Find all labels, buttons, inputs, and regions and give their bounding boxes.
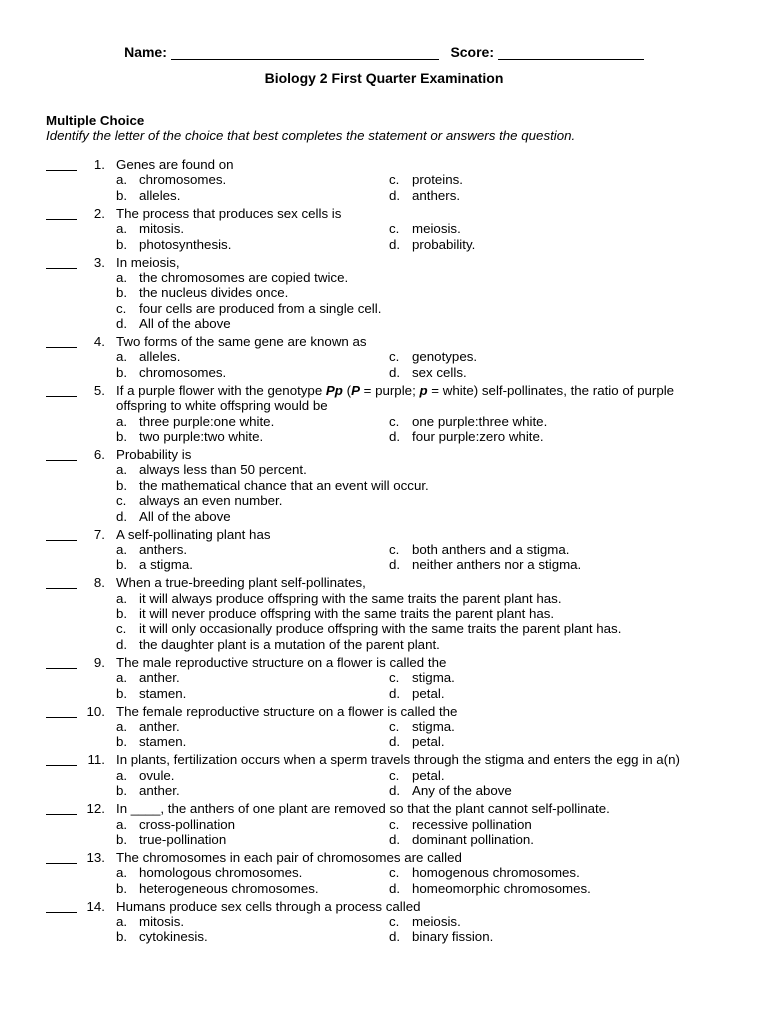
question-stem: Genes are found on <box>116 157 234 172</box>
choice-letter: d. <box>389 783 401 799</box>
choice-letter: a. <box>116 719 128 735</box>
choice-text: ovule. <box>139 767 175 783</box>
answer-blank[interactable] <box>46 899 77 913</box>
choice-letter: b. <box>116 831 128 847</box>
choice-letter: c. <box>116 300 127 316</box>
header <box>0 44 768 60</box>
choice-text: mitosis. <box>139 914 185 930</box>
question-number: 13. <box>86 849 105 865</box>
choice-row <box>46 478 746 493</box>
choice-letter: a. <box>116 462 128 478</box>
question-stem: In ____, the anthers of one plant are removed so that the plant cannot self-pollinate. <box>116 801 610 817</box>
choice-letter: d. <box>389 557 401 573</box>
question-number: 11. <box>87 752 105 768</box>
choice-text: stamen. <box>139 685 187 701</box>
choice-row <box>46 621 746 636</box>
choice-row <box>46 929 746 944</box>
choice-text: it will always produce offspring with the same traits the parent plant has. <box>139 590 562 606</box>
choice-letter: d. <box>389 929 401 945</box>
choice-text: alleles. <box>139 187 181 203</box>
choice-letter: d. <box>116 508 128 524</box>
choice-letter: c. <box>389 767 400 783</box>
choice-row <box>46 734 746 749</box>
choice-text: anther. <box>139 783 180 799</box>
choice-text: true-pollination <box>139 831 227 847</box>
choice-row <box>46 686 746 701</box>
choice-text: stigma. <box>412 719 455 735</box>
choice-row <box>46 172 746 187</box>
question-number: 6. <box>93 447 105 462</box>
choice-letter: b. <box>116 685 128 701</box>
question-stem-continuation <box>46 398 746 413</box>
choice-text: probability. <box>412 236 476 252</box>
choice-letter: c. <box>389 413 400 429</box>
choice-text: homologous chromosomes. <box>139 865 303 881</box>
question-stem-line <box>46 575 746 590</box>
answer-blank[interactable] <box>46 752 77 766</box>
choice-letter: a. <box>116 670 128 686</box>
question-stem-line <box>46 655 746 670</box>
question-stem-line <box>46 447 746 462</box>
exam-title: Biology 2 First Quarter Examination <box>264 70 504 86</box>
choice-letter: a. <box>116 816 128 832</box>
question-number: 7. <box>93 526 105 542</box>
choice-text: photosynthesis. <box>139 236 232 252</box>
question-item <box>46 157 746 206</box>
choice-text: heterogeneous chromosomes. <box>139 880 319 896</box>
choice-text: chromosomes. <box>139 364 227 380</box>
choice-letter: a. <box>116 541 128 557</box>
choice-text: dominant pollination. <box>412 831 534 847</box>
choice-text: All of the above <box>139 316 231 332</box>
question-item <box>46 527 746 576</box>
choice-row <box>46 316 746 331</box>
choice-letter: b. <box>116 929 128 945</box>
question-stem: The female reproductive structure on a flower is called the <box>116 703 458 719</box>
choice-row <box>46 509 746 524</box>
choice-row <box>46 606 746 621</box>
choice-text: it will only occasionally produce offspring with the same traits the parent plant has. <box>139 621 622 637</box>
choice-text: neither anthers nor a stigma. <box>412 557 582 573</box>
choice-text: three purple:one white. <box>139 413 275 429</box>
choice-letter: c. <box>389 221 400 237</box>
choice-letter: d. <box>389 685 401 701</box>
choice-letter: c. <box>389 541 400 557</box>
question-item <box>46 575 746 655</box>
choice-letter: a. <box>116 914 128 930</box>
question-item <box>46 752 746 801</box>
choice-letter: a. <box>116 221 128 237</box>
question-number: 4. <box>93 334 105 350</box>
answer-blank[interactable] <box>46 655 77 669</box>
choice-text: four purple:zero white. <box>412 429 544 445</box>
choice-text: petal. <box>412 685 445 701</box>
choice-text: stamen. <box>139 734 187 750</box>
choice-letter: b. <box>116 236 128 252</box>
choice-letter: d. <box>389 880 401 896</box>
question-stem: A self-pollinating plant has <box>116 526 271 542</box>
name-label: Name: <box>124 44 167 60</box>
question-list <box>46 157 746 947</box>
question-stem-line <box>46 752 746 767</box>
section-instructions: Identify the letter of the choice that best completes the statement or answers the question. <box>46 128 576 143</box>
choice-text: meiosis. <box>412 914 461 930</box>
question-item <box>46 704 746 753</box>
question-stem-line <box>46 255 746 270</box>
choice-row <box>46 429 746 444</box>
choice-letter: a. <box>116 590 128 606</box>
choice-row <box>46 365 746 380</box>
choice-text: cross-pollination <box>139 816 236 832</box>
choice-row <box>46 914 746 929</box>
choice-text: meiosis. <box>412 221 461 237</box>
choice-letter: c. <box>389 865 400 881</box>
choice-letter: a. <box>116 269 128 285</box>
choice-letter: c. <box>389 816 400 832</box>
question-item <box>46 334 746 383</box>
choice-letter: d. <box>116 316 128 332</box>
choice-row <box>46 783 746 798</box>
question-stem-line <box>46 704 746 719</box>
question-stem-line <box>46 334 746 349</box>
choice-letter: b. <box>116 606 128 622</box>
choice-row <box>46 768 746 783</box>
question-number: 3. <box>93 254 105 270</box>
answer-blank[interactable] <box>46 383 77 397</box>
question-item <box>46 447 746 527</box>
choice-text: binary fission. <box>412 929 494 945</box>
name-field[interactable] <box>171 45 439 60</box>
choice-letter: d. <box>116 636 128 652</box>
choice-row <box>46 188 746 203</box>
question-number: 1. <box>93 157 105 172</box>
choice-row <box>46 462 746 477</box>
answer-blank[interactable] <box>46 334 77 348</box>
choice-row <box>46 817 746 832</box>
choice-row <box>46 493 746 508</box>
question-stem-line <box>46 527 746 542</box>
question-stem-line <box>46 850 746 865</box>
question-stem-line <box>46 206 746 221</box>
choice-text: the daughter plant is a mutation of the parent plant. <box>139 636 440 652</box>
score-field[interactable] <box>498 45 644 60</box>
question-stem: Humans produce sex cells through a process called <box>116 898 421 914</box>
choice-letter: d. <box>389 187 401 203</box>
choice-text: the mathematical chance that an event will occur. <box>139 477 429 493</box>
choice-text: a stigma. <box>139 557 193 573</box>
choice-text: two purple:two white. <box>139 429 264 445</box>
choice-row <box>46 591 746 606</box>
choice-letter: d. <box>389 364 401 380</box>
question-stem: When a true-breeding plant self-pollinates, <box>116 575 366 591</box>
choice-letter: c. <box>116 621 127 637</box>
choice-letter: a. <box>116 413 128 429</box>
question-stem: In plants, fertilization occurs when a sperm travels through the stigma and enters the egg in a(n) <box>116 752 680 768</box>
choice-text: genotypes. <box>412 349 478 365</box>
choice-text: anther. <box>139 719 180 735</box>
choice-row <box>46 414 746 429</box>
question-item <box>46 383 746 447</box>
question-item <box>46 801 746 850</box>
choice-text: anther. <box>139 670 180 686</box>
question-stem: offspring to white offspring would be <box>116 398 328 414</box>
answer-blank[interactable] <box>46 255 77 269</box>
question-stem-line <box>46 899 746 914</box>
choice-letter: b. <box>116 880 128 896</box>
answer-blank[interactable] <box>46 850 77 864</box>
question-item <box>46 850 746 899</box>
choice-letter: c. <box>389 172 400 188</box>
choice-letter: c. <box>389 914 400 930</box>
answer-blank[interactable] <box>46 527 77 541</box>
choice-letter: a. <box>116 172 128 188</box>
choice-letter: b. <box>116 734 128 750</box>
question-stem-line <box>46 801 746 816</box>
choice-text: always less than 50 percent. <box>139 462 307 478</box>
choice-text: the chromosomes are copied twice. <box>139 269 349 285</box>
answer-blank[interactable] <box>46 447 77 461</box>
choice-row <box>46 270 746 285</box>
score-label: Score: <box>450 44 495 60</box>
question-stem: The chromosomes in each pair of chromosomes are called <box>116 849 462 865</box>
choice-text: mitosis. <box>139 221 185 237</box>
choice-row <box>46 349 746 364</box>
choice-text: anthers. <box>139 541 188 557</box>
choice-text: the nucleus divides once. <box>139 285 289 301</box>
choice-letter: b. <box>116 285 128 301</box>
question-number: 2. <box>93 205 105 221</box>
choice-text: recessive pollination <box>412 816 532 832</box>
question-number: 12. <box>86 801 105 817</box>
choice-text: chromosomes. <box>139 172 227 188</box>
choice-text: both anthers and a stigma. <box>412 541 570 557</box>
choice-row <box>46 670 746 685</box>
question-item <box>46 655 746 704</box>
choice-row <box>46 221 746 236</box>
choice-text: stigma. <box>412 670 455 686</box>
choice-letter: a. <box>116 767 128 783</box>
choice-letter: b. <box>116 557 128 573</box>
question-stem: Two forms of the same gene are known as <box>116 334 367 350</box>
choice-letter: c. <box>389 349 400 365</box>
choice-text: anthers. <box>412 187 461 203</box>
answer-blank[interactable] <box>46 704 77 718</box>
answer-blank[interactable] <box>46 206 77 220</box>
choice-text: cytokinesis. <box>139 929 208 945</box>
choice-letter: a. <box>116 865 128 881</box>
choice-letter: d. <box>389 831 401 847</box>
choice-row <box>46 237 746 252</box>
choice-row <box>46 557 746 572</box>
question-stem: Probability is <box>116 447 192 462</box>
question-number: 8. <box>93 575 105 591</box>
choice-row <box>46 637 746 652</box>
choice-text: alleles. <box>139 349 181 365</box>
choice-text: Any of the above <box>412 783 512 799</box>
choice-row <box>46 881 746 896</box>
choice-text: homeomorphic chromosomes. <box>412 880 591 896</box>
choice-row <box>46 865 746 880</box>
choice-text: All of the above <box>139 508 231 524</box>
question-stem-line <box>46 383 746 398</box>
choice-text: it will never produce offspring with the same traits the parent plant has. <box>139 606 555 622</box>
answer-blank[interactable] <box>46 801 77 815</box>
choice-letter: d. <box>389 429 401 445</box>
choice-row <box>46 542 746 557</box>
choice-letter: d. <box>389 734 401 750</box>
choice-row <box>46 285 746 300</box>
choice-letter: c. <box>116 493 127 509</box>
choice-letter: b. <box>116 364 128 380</box>
choice-text: one purple:three white. <box>412 413 548 429</box>
choice-letter: d. <box>389 236 401 252</box>
question-number: 5. <box>93 382 105 398</box>
question-item <box>46 206 746 255</box>
choice-row <box>46 832 746 847</box>
question-stem: In meiosis, <box>116 254 180 270</box>
answer-blank[interactable] <box>46 575 77 589</box>
choice-letter: a. <box>116 349 128 365</box>
question-stem-line <box>46 157 746 172</box>
choice-row <box>46 301 746 316</box>
answer-blank[interactable] <box>46 157 77 171</box>
choice-text: homogenous chromosomes. <box>412 865 580 881</box>
choice-letter: b. <box>116 187 128 203</box>
question-stem: The process that produces sex cells is <box>116 205 342 221</box>
choice-letter: b. <box>116 477 128 493</box>
question-stem: The male reproductive structure on a flower is called the <box>116 654 447 670</box>
question-number: 14. <box>86 898 105 914</box>
choice-text: always an even number. <box>139 493 283 509</box>
section-heading: Multiple Choice <box>46 113 145 128</box>
choice-text: proteins. <box>412 172 463 188</box>
choice-letter: c. <box>389 719 400 735</box>
choice-row <box>46 719 746 734</box>
question-stem: If a purple flower with the genotype Pp (P = purple; p = white) self-pollinates, the ratio of purple <box>116 382 675 398</box>
choice-text: sex cells. <box>412 364 467 380</box>
question-number: 10. <box>86 703 105 719</box>
choice-letter: b. <box>116 429 128 445</box>
choice-text: four cells are produced from a single cell. <box>139 300 382 316</box>
question-item <box>46 899 746 948</box>
choice-letter: c. <box>389 670 400 686</box>
choice-text: petal. <box>412 734 445 750</box>
choice-letter: b. <box>116 783 128 799</box>
question-number: 9. <box>93 654 105 670</box>
question-item <box>46 255 746 335</box>
choice-text: petal. <box>412 767 445 783</box>
